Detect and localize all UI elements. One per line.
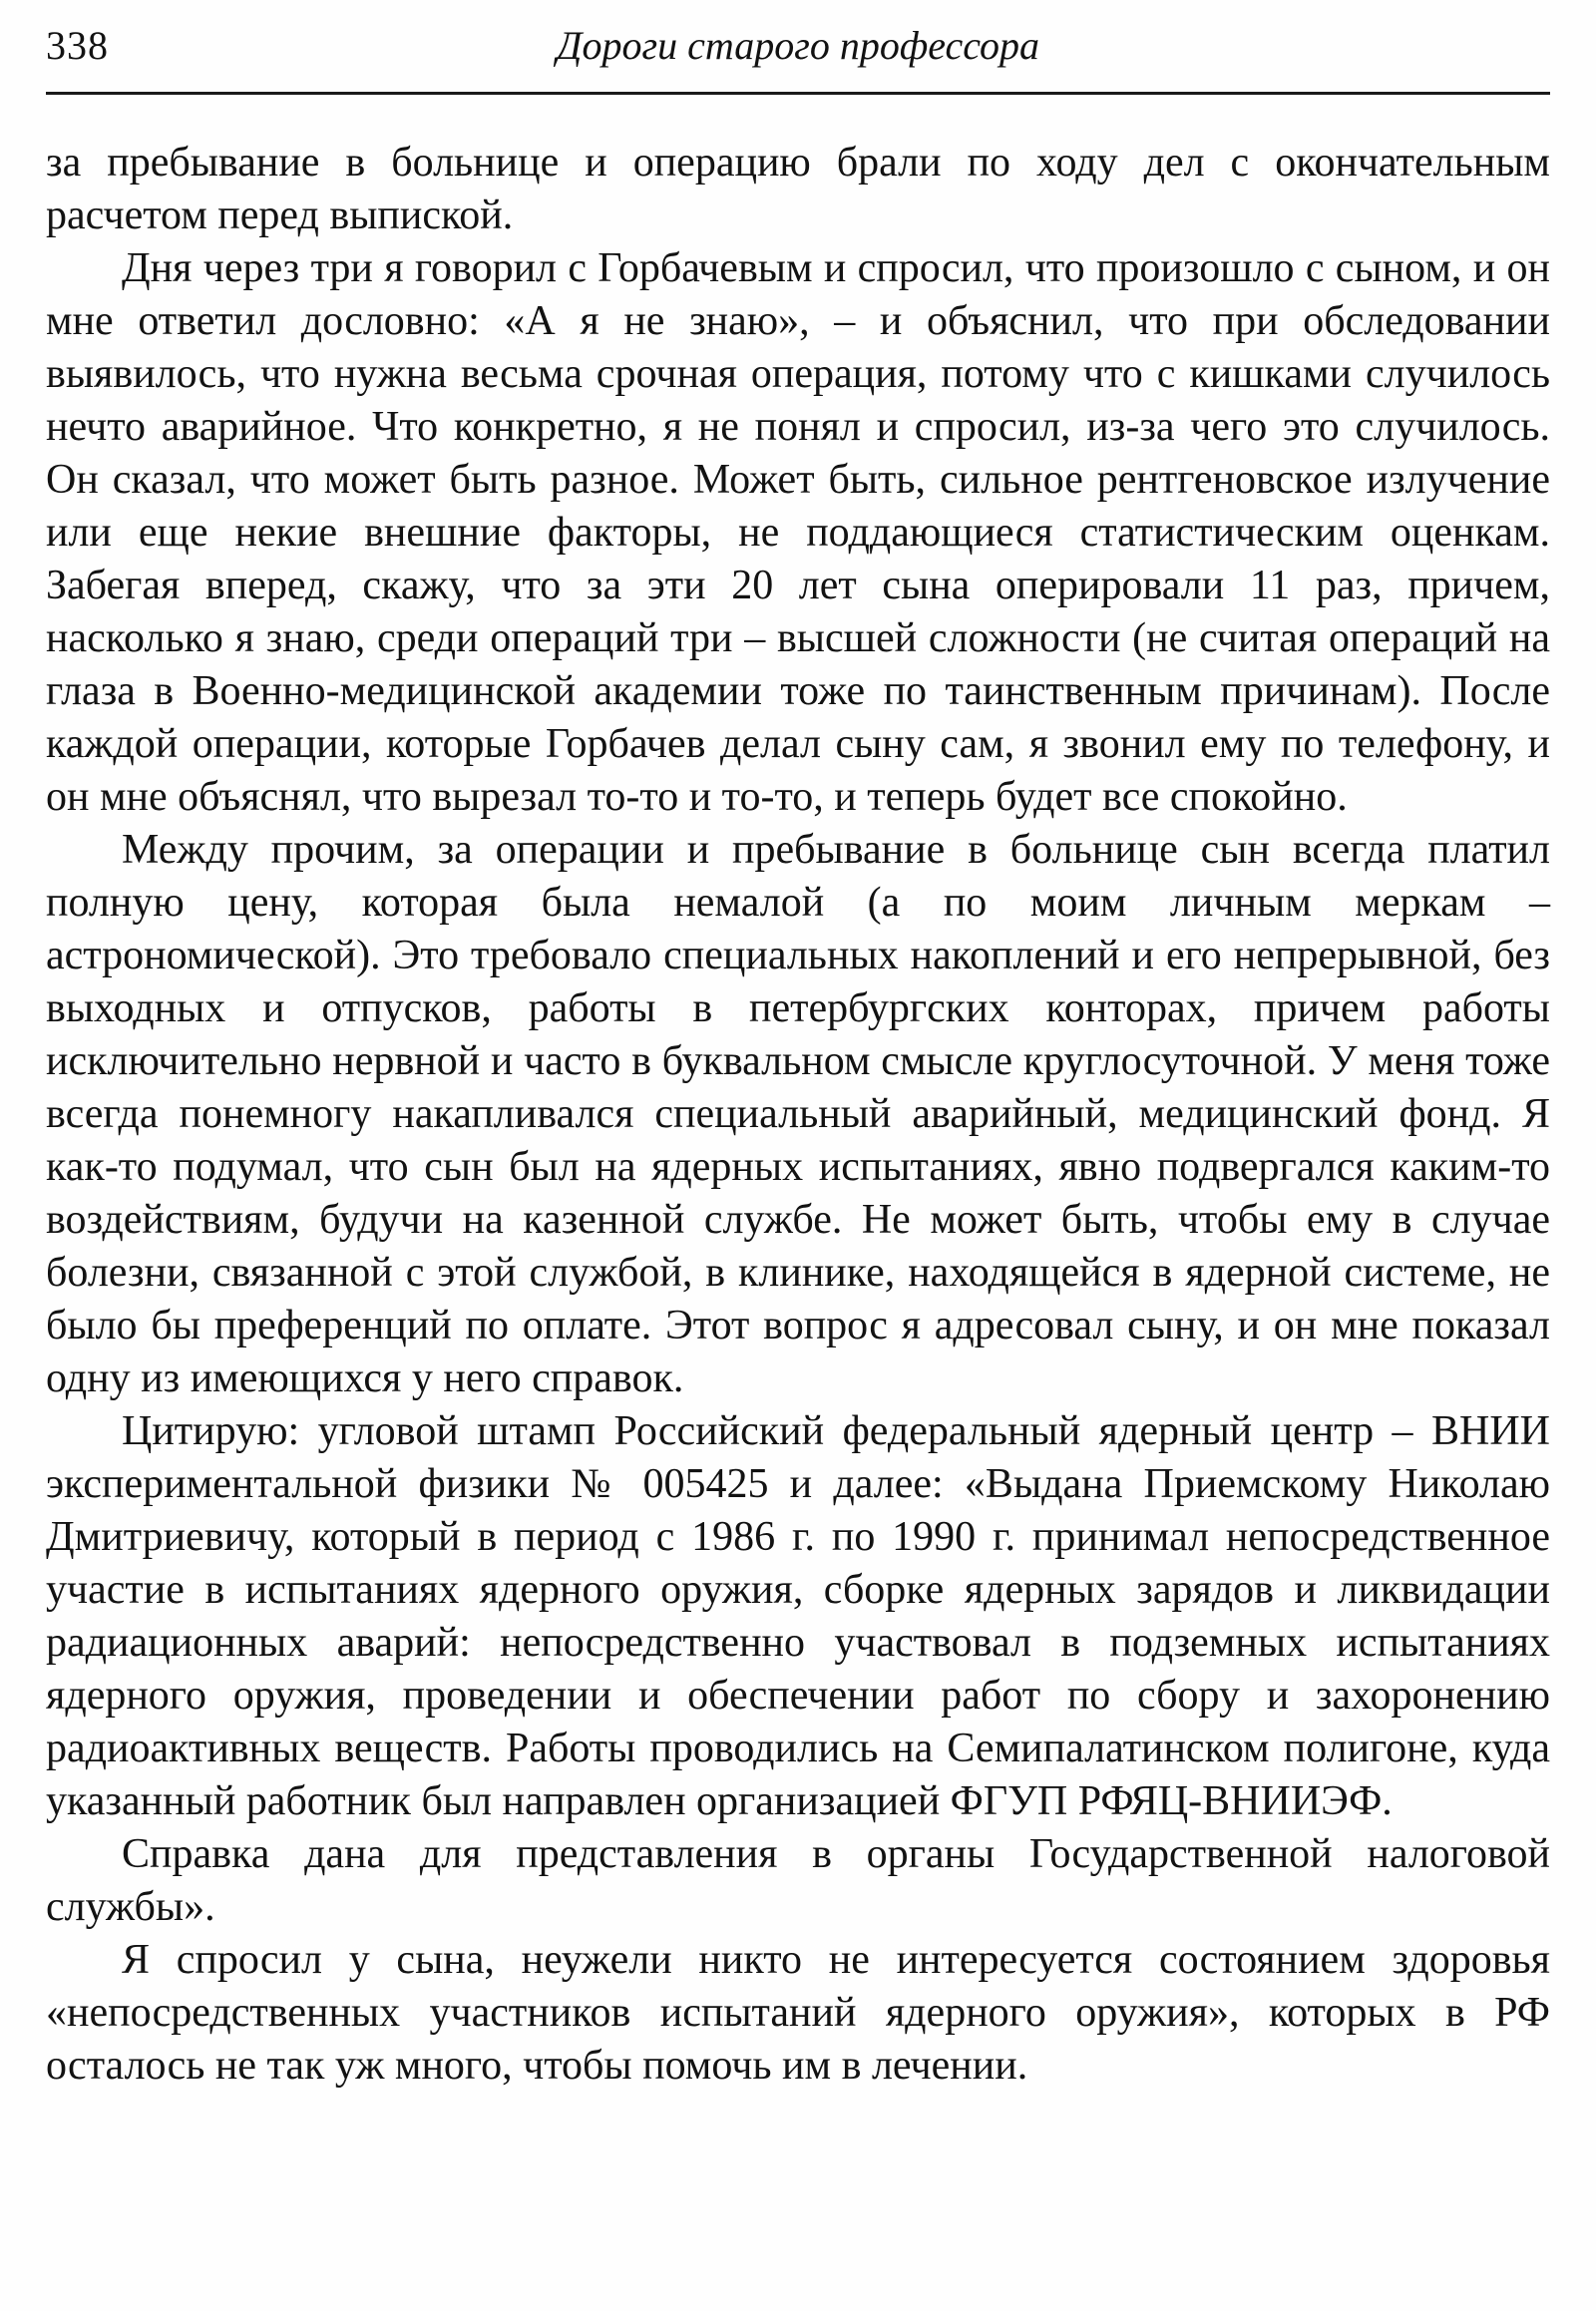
page-number: 338 [46, 23, 109, 68]
paragraph: Дня через три я говорил с Горбачевым и спросил, что произошло с сыном, и он мне ответил дословно: «А я не знаю», – и объяснил, что при обследовании выявилось, что нужна весьма срочная операция, потому что с кишками случилось нечто аварийное. Что конкретно, я не понял и спросил, из-за чего это случилось. Он сказал, что может быть разное. Может быть, сильное рентгеновское излучение или еще некие внешние факторы, не поддающиеся статистическим оценкам. Забегая вперед, скажу, что за эти 20 лет сына оперировали 11 раз, причем, насколько я знаю, среди операций три – высшей сложности (не считая операций на глаза в Военно-медицинской академии тоже по таинственным причинам). После каждой операции, которые Горбачев делал сыну сам, я звонил ему по телефону, и он мне объяснял, что вырезал то-то и то-то, и теперь будет все спокойно. [46, 245, 1550, 820]
page-body [46, 137, 1550, 2093]
page-header [46, 22, 1550, 80]
paragraph: Я спросил у сына, неужели никто не интересуется состоянием здоровья «непосредственных участников испытаний ядерного оружия», которых в РФ осталось не так уж много, чтобы помочь им в лечении. [46, 1937, 1550, 2089]
header-rule [46, 92, 1550, 95]
paragraph: Между прочим, за операции и пребывание в больнице сын всегда платил полную цену, которая была немалой (а по моим личным меркам – астрономической). Это требовало специальных накоплений и его непрерывной, без выходных и отпусков, работы в петербургских конторах, причем работы исключительно нервной и часто в буквальном смысле круглосуточной. У меня тоже всегда понемногу накапливался специальный аварийный, медицинский фонд. Я как-то подумал, что сын был на ядерных испытаниях, явно подвергался каким-то воздействиям, будучи на казенной службе. Не может быть, чтобы ему в случае болезни, связанной с этой службой, в клинике, находящейся в ядерной системе, не было бы преференций по оплате. Этот вопрос я адресовал сыну, и он мне показал одну из имеющихся у него справок. [46, 827, 1550, 1401]
paragraph: за пребывание в больнице и операцию брали по ходу дел с окончательным расчетом перед выпиской. [46, 140, 1550, 238]
paragraph: Справка дана для представления в органы Государственной налоговой службы». [46, 1831, 1550, 1930]
paragraph: Цитирую: угловой штамп Российский федеральный ядерный центр – ВНИИ экспериментальной физики № 005425 и далее: «Выдана Приемскому Николаю Дмитриевичу, который в период с 1986 г. по 1990 г. принимал непосредственное участие в испытаниях ядерного оружия, сборке ядерных зарядов и ликвидации радиационных аварий: непосредственно участвовал в подземных испытаниях ядерного оружия, проведении и обеспечении работ по сбору и захоронению радиоактивных веществ. Работы проводились на Семипалатинском полигоне, куда указанный работник был направлен организацией ФГУП РФЯЦ-ВНИИЭФ. [46, 1408, 1550, 1824]
running-title: Дороги старого профессора [557, 23, 1039, 68]
